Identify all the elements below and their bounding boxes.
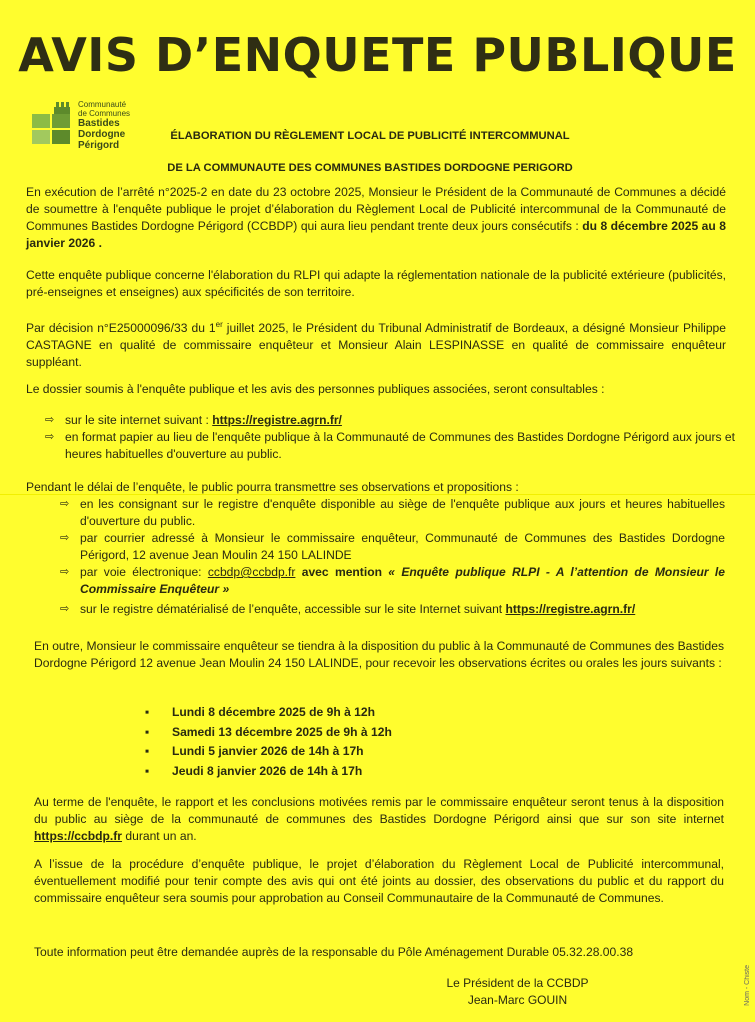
paragraph-scope: Cette enquête publique concerne l'élaboration du RLPI qui adapte la réglementation nationale de la publicité extérieure (publicités, pré-enseignes et enseignes) aux spécificités de son territoire. bbox=[26, 268, 726, 299]
arrow-right-icon: ⇨ bbox=[45, 414, 55, 426]
page-title: AVIS D’ENQUETE PUBLIQUE bbox=[18, 28, 737, 82]
paragraph-observations: Pendant le délai de l’enquête, le public pourra transmettre ses observations et propositions : bbox=[26, 480, 519, 494]
paragraph-text: Par décision n°E25000096/33 du 1 bbox=[26, 321, 216, 336]
email-link[interactable]: ccbdp@ccbdp.fr bbox=[207, 565, 296, 579]
date-item bbox=[145, 742, 392, 762]
registre-link[interactable]: https://registre.agrn.fr/ bbox=[212, 413, 342, 427]
arrow-right-icon: ⇨ bbox=[60, 566, 70, 578]
enquiry-dates: du 8 décembre 2025 au 8 janvier 2026 . bbox=[26, 219, 726, 250]
paragraph-report bbox=[34, 794, 724, 845]
list-item-text: par voie électronique: bbox=[80, 565, 208, 579]
paragraph-permanences: En outre, Monsieur le commissaire enquêteur se tiendra à la disposition du public à la Communauté de Communes des Bastides Dordogne Périgord 12 avenue Jean Moulin 24 150 LALINDE, pour recevoir les observations écrites ou orales les jours suivants : bbox=[34, 639, 724, 670]
date-item bbox=[145, 723, 392, 743]
list-item-text: en les consignant sur le registre d'enquête disponible au siège de l'enquête publique aux jours et heures habituelles d'ouverture du public. bbox=[80, 497, 725, 528]
observations-list bbox=[60, 496, 725, 618]
permanence-dates bbox=[145, 703, 392, 781]
subtitle-1: ÉLABORATION DU RÈGLEMENT LOCAL DE PUBLICITÉ INTERCOMMUNAL bbox=[170, 130, 570, 142]
date-text: Jeudi 8 janvier 2026 de 14h à 17h bbox=[172, 763, 363, 778]
registre-link[interactable]: https://registre.agrn.fr/ bbox=[505, 602, 636, 616]
paragraph-arrete bbox=[26, 184, 726, 252]
superscript: er bbox=[215, 320, 223, 329]
square-bullet-icon: ▪ bbox=[145, 744, 150, 758]
list-item bbox=[60, 496, 725, 530]
arrow-right-icon: ⇨ bbox=[45, 431, 55, 443]
arrow-right-icon: ⇨ bbox=[60, 498, 70, 510]
logo-line: Bastides bbox=[78, 118, 120, 129]
email-subject: « Enquête publique RLPI - A l’attention de Monsieur le Commissaire Enquêteur » bbox=[80, 565, 726, 596]
list-item-text: sur le registre dématérialisé de l’enquête, accessible sur le site Internet suivant bbox=[80, 602, 506, 616]
list-item bbox=[45, 412, 735, 429]
ccbdp-logo bbox=[30, 100, 140, 150]
edge-note: Nom - Chiste bbox=[744, 965, 751, 1006]
subtitle-2: DE LA COMMUNAUTE DES COMMUNES BASTIDES DORDOGNE PERIGORD bbox=[167, 162, 573, 174]
logo-line: Dordogne bbox=[78, 129, 126, 140]
paragraph-text: juillet 2025, le Président du Tribunal Administratif de Bordeaux, a désigné Monsieur Philippe CASTAGNE en qualité de commissaire enquêteur et Monsieur Alain LESPINASSE en qualité de commissaire enquêteur suppléant. bbox=[26, 321, 726, 370]
logo-line: de Communes bbox=[78, 109, 131, 118]
date-text: Samedi 13 décembre 2025 de 9h à 12h bbox=[172, 724, 392, 739]
list-item bbox=[45, 429, 735, 463]
date-item bbox=[145, 703, 392, 723]
bastide-logo-icon bbox=[30, 100, 74, 146]
list-item-text: par courrier adressé à Monsieur le commissaire enquêteur, Communauté de Communes des Bastides Dordogne Périgord, 12 avenue Jean Moulin 24 150 LALINDE bbox=[80, 531, 725, 562]
square-bullet-icon: ▪ bbox=[145, 763, 150, 778]
logo-line: Communauté bbox=[78, 100, 127, 109]
square-bullet-icon: ▪ bbox=[145, 705, 150, 719]
list-item bbox=[60, 564, 725, 598]
logo-line: Périgord bbox=[78, 140, 120, 151]
list-item bbox=[60, 601, 725, 618]
consult-list bbox=[45, 412, 735, 463]
arrow-right-icon: ⇨ bbox=[60, 532, 70, 544]
signature-name: Jean-Marc GOUIN bbox=[467, 993, 568, 1007]
arrow-right-icon: ⇨ bbox=[60, 603, 70, 615]
paragraph-text: durant un an. bbox=[122, 829, 197, 843]
paragraph-commissioner bbox=[26, 316, 726, 371]
ccbdp-site-link[interactable]: https://ccbdp.fr bbox=[34, 829, 123, 843]
list-item bbox=[60, 530, 725, 564]
list-item-text: sur le site internet suivant : bbox=[65, 413, 213, 427]
date-text: Lundi 5 janvier 2026 de 14h à 17h bbox=[172, 744, 364, 758]
paragraph-text: Au terme de l'enquête, le rapport et les conclusions motivées remis par le commissaire enquêteur seront tenus à la disposition du public au siège de la communauté de communes des Bastides Dordogne Périgord ainsi que sur son site internet bbox=[34, 795, 724, 826]
paragraph-approval: A l’issue de la procédure d’enquête publique, le projet d’élaboration du Règlement Local de Publicité intercommunal, éventuellement modifié pour tenir compte des avis qui ont été joints au dossier, des observations du public et du rapport du commissaire enquêteur sera soumis pour approbation au Conseil Communautaire de la Communauté de Communes. bbox=[34, 857, 724, 905]
paragraph-text: En exécution de l’arrêté n°2025-2 en date du 23 octobre 2025, Monsieur le Président de la Communauté de Communes a décidé de soumettre à l'enquête publique le projet d’élaboration du Règlement Local de Publicité intercommunal de la Communauté de Communes Bastides Dordogne Périgord (CCBDP) qui aura lieu pendant trente deux jours consécutifs : bbox=[26, 185, 726, 233]
list-item-text: en format papier au lieu de l'enquête publique à la Communauté de Communes des Bastides Dordogne Périgord aux jours et heures habituelles d'ouverture au public. bbox=[65, 430, 735, 461]
paragraph-contact: Toute information peut être demandée auprès de la responsable du Pôle Aménagement Durable 05.32.28.00.38 bbox=[34, 945, 634, 959]
signature-title: Le Président de la CCBDP bbox=[446, 976, 589, 990]
logo-text bbox=[78, 100, 130, 151]
square-bullet-icon: ▪ bbox=[145, 724, 150, 739]
paragraph-dossier: Le dossier soumis à l'enquête publique et les avis des personnes publiques associées, seront consultables : bbox=[26, 382, 605, 396]
date-text: Lundi 8 décembre 2025 de 9h à 12h bbox=[172, 705, 375, 719]
date-item bbox=[145, 762, 392, 782]
list-item-text: avec mention bbox=[295, 565, 389, 579]
signature-block bbox=[440, 975, 595, 1009]
